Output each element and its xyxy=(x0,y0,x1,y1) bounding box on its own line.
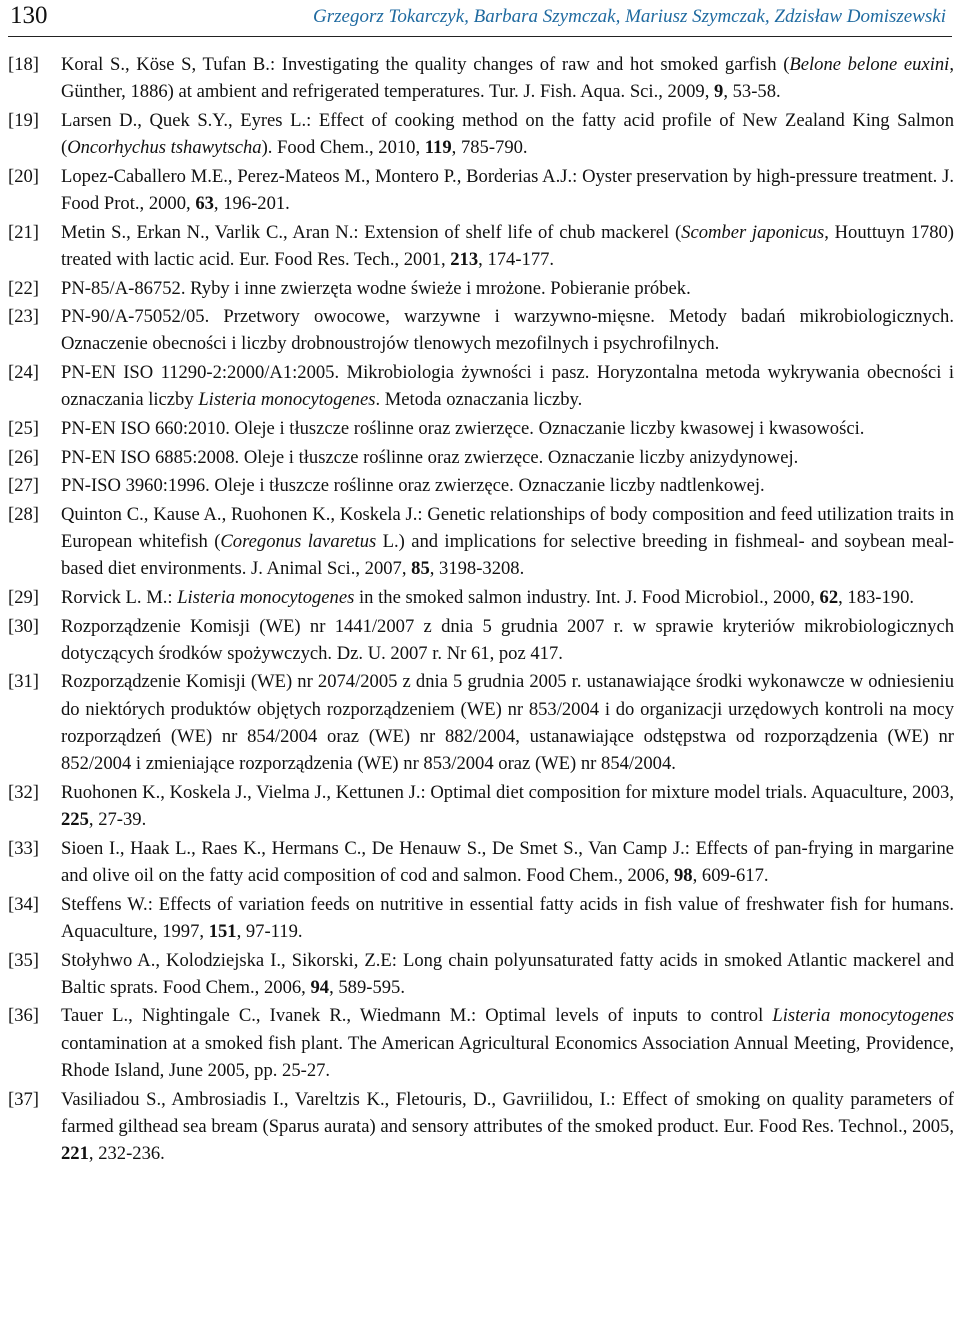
reference-number: [20] xyxy=(8,165,39,187)
reference-text: Tauer L., Nightingale C., Ivanek R., Wiedmann M.: Optimal levels of inputs to control xyxy=(61,1005,773,1027)
reference-number: [25] xyxy=(8,417,39,439)
reference-entry xyxy=(0,359,960,414)
reference-entry xyxy=(0,275,960,302)
volume-number: 225 xyxy=(61,809,89,831)
reference-entry xyxy=(0,613,960,668)
reference-number: [26] xyxy=(8,446,39,468)
italic-text: Coregonus lavaretus xyxy=(220,531,377,553)
reference-text: Lopez-Caballero M.E., Perez-Mateos M., Montero P., Borderias A.J.: Oyster preservation by high-pressure treatment. J. Food Prot., 2000, xyxy=(61,165,954,215)
reference-text: Koral S., Köse S, Tufan B.: Investigating the quality changes of raw and hot smoked garfish ( xyxy=(61,54,790,75)
reference-entry xyxy=(0,472,960,499)
reference-entry xyxy=(0,303,960,358)
volume-number: 213 xyxy=(450,248,479,270)
reference-entry xyxy=(0,501,960,583)
reference-number: [33] xyxy=(8,837,39,859)
reference-text: Stołyhwo A., Kolodziejska I., Sikorski, Z.E: Long chain polyunsaturated fatty acids in smoked Atlantic mackerel and Baltic sprats. Food Chem., 2006, xyxy=(61,949,954,998)
reference-entry xyxy=(0,415,960,442)
volume-number: 62 xyxy=(819,586,839,608)
reference-entry xyxy=(0,1086,960,1168)
page-number: 130 xyxy=(10,2,48,29)
reference-number: [34] xyxy=(8,893,39,915)
volume-number: 151 xyxy=(208,920,237,942)
reference-number: [18] xyxy=(8,54,39,75)
reference-text: , 174-177. xyxy=(478,248,555,270)
reference-entry xyxy=(0,1002,960,1084)
italic-text: Oncorhychus tshawytscha xyxy=(67,137,262,159)
volume-number: 119 xyxy=(424,137,452,159)
reference-number: [22] xyxy=(8,277,39,299)
volume-number: 221 xyxy=(61,1143,89,1165)
reference-entry xyxy=(0,947,960,1002)
reference-text: PN-EN ISO 660:2010. Oleje i tłuszcze roślinne oraz zwierzęce. Oznaczanie liczby kwasowej i kwasowości. xyxy=(61,417,865,439)
volume-number: 94 xyxy=(310,976,330,998)
reference-number: [36] xyxy=(8,1005,39,1027)
reference-text: Larsen D., Quek S.Y., Eyres L.: Effect of cooking method on the fatty acid profile of New Zealand King Salmon ( xyxy=(61,109,954,159)
reference-text: in the smoked salmon industry. Int. J. Food Microbiol., 2000, xyxy=(354,586,820,608)
reference-text: , 27-39. xyxy=(88,809,147,831)
reference-text: Metin S., Erkan N., Varlik C., Aran N.: Extension of shelf life of chub mackerel ( xyxy=(61,221,682,243)
reference-number: [35] xyxy=(8,949,39,971)
reference-text: , Houttuyn 1780) treated with lactic acid. Eur. Food Res. Tech., 2001, xyxy=(61,221,954,270)
volume-number: 85 xyxy=(411,558,430,580)
italic-text: Listeria monocytogenes xyxy=(772,1005,954,1027)
reference-text: Quinton C., Kause A., Ruohonen K., Koskela J.: Genetic relationships of body composition and feed utilization traits in European whitefish ( xyxy=(61,503,954,553)
reference-entry xyxy=(0,219,960,274)
reference-number: [27] xyxy=(8,475,39,497)
reference-text: PN-EN ISO 6885:2008. Oleje i tłuszcze roślinne oraz zwierzęce. Oznaczanie liczby anizydynowej. xyxy=(61,446,799,468)
reference-number: [30] xyxy=(8,615,39,637)
volume-number: 9 xyxy=(714,81,724,103)
reference-entry xyxy=(0,668,960,777)
reference-entry xyxy=(0,584,960,611)
reference-text: , 97-119. xyxy=(236,920,303,942)
reference-text: Vasiliadou S., Ambrosiadis I., Vareltzis K., Fletouris, D., Gavriilidou, I.: Effect of smoking on quality parameters of farmed gilthead sea bream (Sparus aurata) and sensory attributes of the smoked product. Eur. Food Res. Technol., 2005, xyxy=(61,1088,954,1137)
reference-text: L.) and implications for selective breeding in fishmeal- and soybean meal-based diet environments. J. Animal Sci., 2007, xyxy=(61,531,954,580)
reference-text: . Metoda oznaczania liczby. xyxy=(375,389,583,411)
reference-number: [23] xyxy=(8,306,39,328)
reference-text: Ruohonen K., Koskela J., Vielma J., Kettunen J.: Optimal diet composition for mixture model trials. Aquaculture, 2003, xyxy=(61,781,954,803)
reference-text: ). Food Chem., 2010, xyxy=(261,137,425,159)
reference-text: PN-ISO 3960:1996. Oleje i tłuszcze roślinne oraz zwierzęce. Oznaczanie liczby nadtlenkowej. xyxy=(61,475,765,497)
reference-text: , 232-236. xyxy=(88,1143,165,1165)
running-head-authors: Grzegorz Tokarczyk, Barbara Szymczak, Mariusz Szymczak, Zdzisław Domiszewski xyxy=(313,6,946,27)
reference-entry xyxy=(0,444,960,471)
reference-text: , 196-201. xyxy=(213,193,290,215)
reference-text: Rorvick L. M.: xyxy=(61,586,178,608)
reference-text: Sioen I., Haak L., Raes K., Hermans C., De Henauw S., De Smet S., Van Camp J.: Effects of pan-frying in margarine and olive oil on the fatty acid composition of cod and salmon. Food Chem., 2006, xyxy=(61,837,954,887)
reference-text: PN-90/A-75052/05. Przetwory owocowe, warzywne i warzywno-mięsne. Metody badań mikrobiologicznych. Oznaczenie obecności i liczby drobnoustrojów tlenowych mezofilnych i psychrofilnych. xyxy=(61,306,954,355)
italic-text: Listeria monocytogenes xyxy=(177,586,355,608)
reference-text: Rozporządzenie Komisji (WE) nr 2074/2005 z dnia 5 grudnia 2005 r. ustanawiające środki wykonawcze w odniesieniu do niektórych produktów objętych rozporządzeniem (WE) nr 853/2004 i do organizacji urzędowych kontroli na mocy rozporządzeń (WE) nr 854/2004 oraz (WE) nr 882/2004, ustanawiające odstępstwa od rozporządzenia (WE) nr 852/2004 i zmieniające rozporządzenia (WE) nr 853/2004 oraz (WE) nr 854/2004. xyxy=(61,671,954,775)
reference-text: PN-EN ISO 11290-2:2000/A1:2005. Mikrobiologia żywności i pasz. Horyzontalna metoda wykrywania obecności i oznaczania liczby xyxy=(61,362,954,411)
reference-entry xyxy=(0,779,960,834)
reference-text: Rozporządzenie Komisji (WE) nr 1441/2007 z dnia 5 grudnia 2007 r. w sprawie kryteriów mikrobiologicznych dotyczących środków spożywczych. Dz. U. 2007 r. Nr 61, poz 417. xyxy=(61,615,954,664)
italic-text: Scomber japonicus xyxy=(681,221,825,243)
reference-text: , 589-595. xyxy=(329,976,405,998)
reference-entry xyxy=(0,835,960,890)
page-header xyxy=(8,2,952,37)
reference-number: [37] xyxy=(8,1088,39,1110)
reference-text: PN-85/A-86752. Ryby i inne zwierzęta wodne świeże i mrożone. Pobieranie próbek. xyxy=(61,277,691,299)
volume-number: 63 xyxy=(195,193,214,215)
reference-number: [32] xyxy=(8,781,39,803)
reference-text: , 609-617. xyxy=(692,865,769,887)
reference-text: , 3198-3208. xyxy=(429,558,525,580)
reference-entry xyxy=(0,163,960,218)
italic-text: Belone belone euxini xyxy=(789,54,950,75)
reference-text: , Günther, 1886) at ambient and refrigerated temperatures. Tur. J. Fish. Aqua. Sci., 2009, xyxy=(61,54,954,103)
italic-text: Listeria monocytogenes xyxy=(198,389,376,411)
reference-text: , 53-58. xyxy=(723,81,781,103)
reference-number: [31] xyxy=(8,671,39,693)
reference-text: , 785-790. xyxy=(451,137,528,159)
volume-number: 98 xyxy=(674,865,693,887)
reference-number: [28] xyxy=(8,503,39,525)
reference-text: contamination at a smoked fish plant. The American Agricultural Economics Association Annual Meeting, Providence, Rhode Island, June 2005, pp. 25-27. xyxy=(61,1032,954,1082)
reference-number: [29] xyxy=(8,586,39,608)
reference-text: Steffens W.: Effects of variation feeds on nutritive in essential fatty acids in fish value of freshwater fish for humans. Aquaculture, 1997, xyxy=(61,893,954,942)
reference-list xyxy=(0,51,960,1169)
reference-number: [21] xyxy=(8,221,39,243)
reference-entry xyxy=(0,891,960,946)
reference-text: , 183-190. xyxy=(838,586,915,608)
reference-number: [19] xyxy=(8,109,39,131)
reference-number: [24] xyxy=(8,362,39,384)
reference-entry xyxy=(0,51,960,106)
reference-entry xyxy=(0,107,960,162)
